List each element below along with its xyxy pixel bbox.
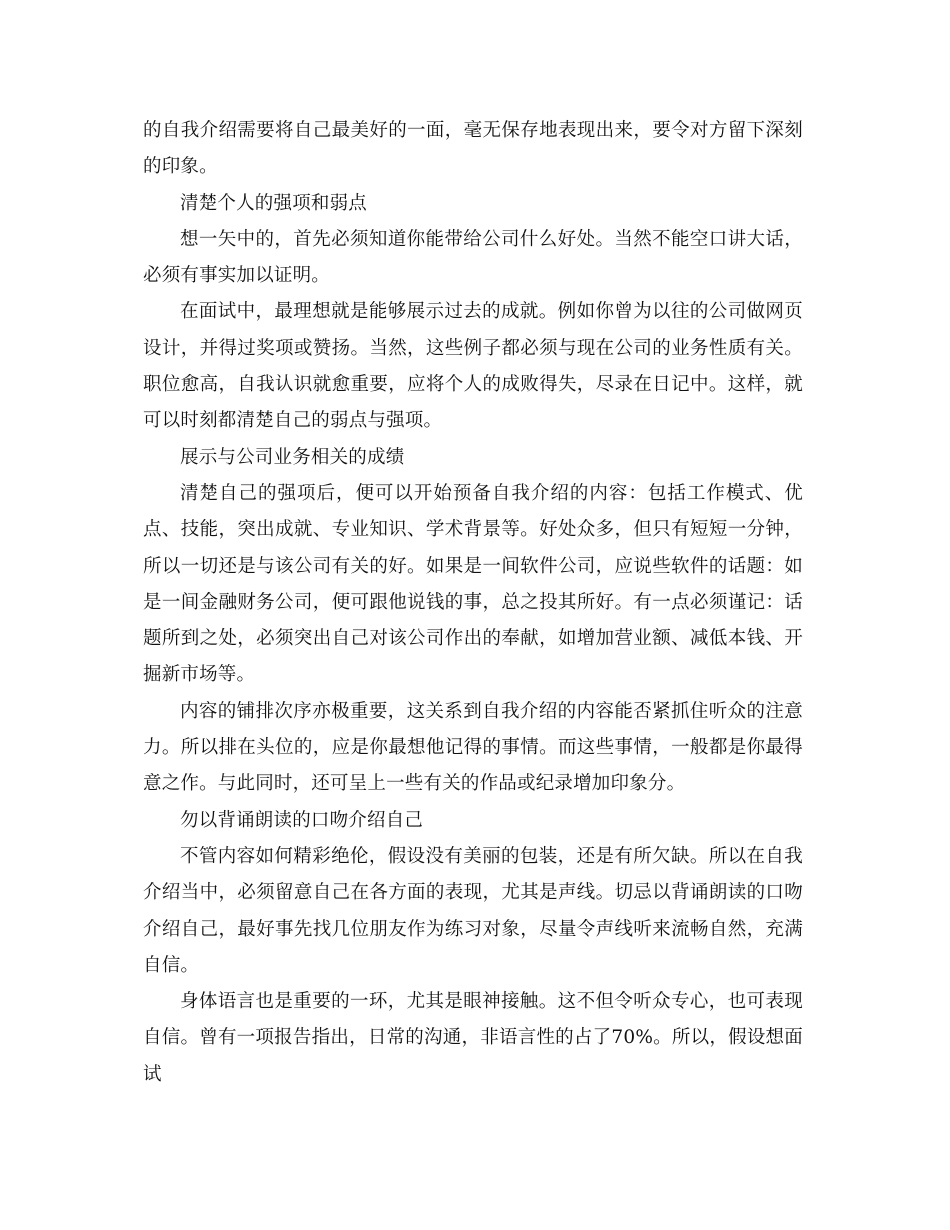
section-heading-strengths-weaknesses: 清楚个人的强项和弱点 bbox=[180, 192, 368, 214]
paragraph-know-benefits: 想一矢中的，首先必须知道你能带给公司什么好处。当然不能空口讲大话，必须有事实加以证明。 bbox=[143, 228, 803, 287]
paragraph-show-achievements: 在面试中，最理想就是能够展示过去的成就。例如你曾为以往的公司做网页设计，并得过奖项或赞扬。当然，这些例子都必须与现在公司的业务性质有关。职位愈高，自我认识就愈重要，应将个人的成败得失，尽录在日记中。这样，就可以时刻都清楚自己的弱点与强项。 bbox=[143, 301, 803, 432]
paragraph-continuation: 的自我介绍需要将自己最美好的一面，毫无保存地表现出来，要令对方留下深刻的印象。 bbox=[143, 120, 803, 178]
paragraph-body-language: 身体语言也是重要的一环，尤其是眼神接触。这不但令听众专心，也可表现自信。曾有一项报告指出，日常的沟通，非语言性的占了70%。所以，假设想面试 bbox=[143, 991, 803, 1085]
document-body bbox=[143, 113, 803, 1093]
paragraph-voice-delivery: 不管内容如何精彩绝伦，假设没有美丽的包装，还是有所欠缺。所以在自我介绍当中，必须留意自己在各方面的表现，尤其是声线。切忌以背诵朗读的口吻介绍自己，最好事先找几位朋友作为练习对象，尽量令声线听来流畅自然，充满自信。 bbox=[143, 845, 803, 976]
paragraph-prepare-content: 清楚自己的强项后，便可以开始预备自我介绍的内容：包括工作模式、优点、技能，突出成就、专业知识、学术背景等。好处众多，但只有短短一分钟，所以一切还是与该公司有关的好。如果是一间软件公司，应说些软件的话题：如是一间金融财务公司，便可跟他说钱的事，总之投其所好。有一点必须谨记：话题所到之处，必须突出自己对该公司作出的奉献，如增加营业额、减低本钱、开掘新市场等。 bbox=[143, 482, 803, 686]
paragraph-content-order: 内容的铺排次序亦极重要，这关系到自我介绍的内容能否紧抓住听众的注意力。所以排在头位的，应是你最想他记得的事情。而这些事情，一般都是你最得意之作。与此同时，还可呈上一些有关的作品或纪录增加印象分。 bbox=[143, 700, 803, 795]
section-heading-avoid-recitation: 勿以背诵朗读的口吻介绍自己 bbox=[180, 809, 424, 831]
section-heading-relevant-results: 展示与公司业务相关的成绩 bbox=[180, 446, 405, 468]
